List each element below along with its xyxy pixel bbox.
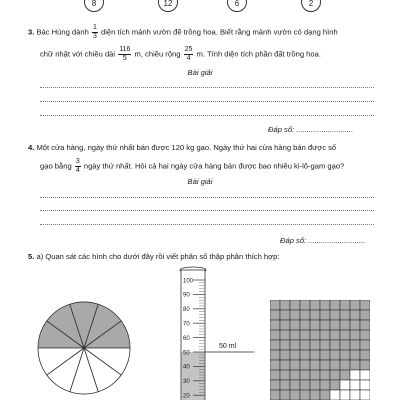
grid-cell: [270, 360, 280, 370]
grid-cell: [350, 300, 360, 310]
q4-bai-giai: Bài giải: [187, 177, 213, 186]
q3-bai-giai: Bài giải: [187, 68, 213, 77]
grid-cell: [320, 310, 330, 320]
grid-cell: [280, 350, 290, 360]
grid-cell: [310, 330, 320, 340]
grid-cell: [300, 310, 310, 320]
grid-cell: [300, 340, 310, 350]
grid-cell: [290, 390, 300, 400]
grid-cell: [330, 350, 340, 360]
grid-cell: [340, 310, 350, 320]
grid-cell: [330, 380, 340, 390]
grid-cell: [320, 360, 330, 370]
grid-cell: [300, 320, 310, 330]
grid-cell: [310, 300, 320, 310]
grid-cell: [330, 390, 340, 400]
q4-line2: gạo bằng $\frac{3}{4}$ ngày thứ nhất. Hỏi cả hai ngày cửa hàng bán được bao nhiêu ki-lô-gam gạo?: [40, 158, 345, 174]
grid-cell: [300, 360, 310, 370]
grid-cell: [290, 350, 300, 360]
grid-cell: [300, 300, 310, 310]
grid-cell: [290, 380, 300, 390]
grid-cell: [360, 350, 370, 360]
q5-text: 5. a) Quan sát các hình cho dưới đây rồi viết phân số thập phân thích hợp:: [28, 252, 280, 261]
grid-cell: [280, 310, 290, 320]
cylinder-tick-label: 90: [183, 292, 190, 299]
grid-cell: [330, 310, 340, 320]
grid-cell: [340, 320, 350, 330]
grid-cell: [340, 300, 350, 310]
grid-cell: [340, 380, 350, 390]
cylinder-tick-label: 30: [183, 379, 190, 386]
grid-cell: [290, 300, 300, 310]
fraction: $\frac{116}{5}$: [119, 46, 131, 62]
grid-cell: [270, 380, 280, 390]
grid-cell: [330, 300, 340, 310]
grid-cell: [350, 310, 360, 320]
grid-cell: [320, 300, 330, 310]
grid-cell: [310, 390, 320, 400]
grid-cell: [290, 370, 300, 380]
answer-line[interactable]: [40, 197, 374, 198]
grid-cell: [360, 330, 370, 340]
cylinder-tick-label: 60: [183, 335, 190, 342]
grid-cell: [340, 330, 350, 340]
grid-cell: [280, 320, 290, 330]
grid-cell: [360, 340, 370, 350]
grid-cell: [340, 340, 350, 350]
answer-line[interactable]: [40, 101, 374, 102]
grid-cell: [360, 300, 370, 310]
grid-cell: [320, 340, 330, 350]
fraction-oval: 12: [158, 0, 178, 12]
grid-cell: [330, 320, 340, 330]
grid-cell: [290, 340, 300, 350]
grid-cell: [290, 330, 300, 340]
q3-dap-so[interactable]: Đáp số: ...........................: [268, 125, 354, 134]
grid-cell: [280, 380, 290, 390]
grid-cell: [360, 380, 370, 390]
grid-cell: [270, 350, 280, 360]
answer-line[interactable]: [40, 115, 374, 116]
grid-cell: [350, 380, 360, 390]
grid-cell: [320, 380, 330, 390]
grid-cell: [270, 390, 280, 400]
cylinder-tick-label: 50: [183, 350, 190, 357]
grid-cell: [310, 370, 320, 380]
grid-cell: [280, 330, 290, 340]
pie-slices: [38, 302, 130, 394]
grid-cell: [290, 320, 300, 330]
fraction-oval: 8: [84, 0, 104, 12]
grid-cell: [340, 360, 350, 370]
grid-cell: [350, 350, 360, 360]
grid-cell: [360, 310, 370, 320]
grid-cell: [360, 320, 370, 330]
grid-cell: [320, 320, 330, 330]
grid-cell: [270, 300, 280, 310]
answer-line[interactable]: [40, 210, 374, 211]
grid-cell: [280, 390, 290, 400]
pie-figure: [36, 300, 132, 396]
q3-line2: chữ nhật với chiều dài $\frac{116}{5}$ m, chiều rộng $\frac{25}{4}$ m. Tính diện tích phần đất trồng hoa.: [40, 46, 321, 62]
fraction-oval: 6: [227, 0, 247, 12]
grid-cell: [330, 370, 340, 380]
grid-cell: [300, 380, 310, 390]
cylinder-tick-label: 40: [183, 364, 190, 371]
grid-cells: [270, 300, 370, 400]
grid-cell: [320, 350, 330, 360]
cylinder-tick-label: 20: [183, 393, 190, 400]
grid-cell: [320, 390, 330, 400]
fraction: $\frac{3}{4}$: [75, 158, 80, 174]
grid-cell: [300, 390, 310, 400]
callout-label: 50 ml: [219, 343, 237, 350]
grid-cell: [350, 320, 360, 330]
grid-cell: [330, 340, 340, 350]
answer-line[interactable]: [40, 224, 374, 225]
grid-cell: [300, 370, 310, 380]
grid-cell: [270, 340, 280, 350]
grid-cell: [280, 300, 290, 310]
grid-figure: [270, 300, 370, 400]
grid-cell: [350, 390, 360, 400]
grid-cell: [330, 360, 340, 370]
q4-line1: 4. Một cửa hàng, ngày thứ nhất bán được 120 kg gạo. Ngày thứ hai cửa hàng bán được số: [28, 143, 337, 152]
grid-cell: [280, 370, 290, 380]
grid-cell: [360, 390, 370, 400]
q4-dap-so[interactable]: Đáp số: ...........................: [280, 236, 366, 245]
grid-cell: [310, 310, 320, 320]
cylinder-tick-label: 70: [183, 321, 190, 328]
fraction-oval: 2: [301, 0, 321, 12]
grid-cell: [350, 360, 360, 370]
grid-cell: [270, 370, 280, 380]
grid-cell: [310, 380, 320, 390]
grid-cell: [340, 370, 350, 380]
grid-cell: [330, 330, 340, 340]
grid-cell: [350, 370, 360, 380]
grid-cell: [310, 340, 320, 350]
grid-cell: [320, 370, 330, 380]
grid-cell: [350, 340, 360, 350]
grid-cell: [310, 320, 320, 330]
grid-cell: [310, 350, 320, 360]
grid-cell: [280, 360, 290, 370]
grid-cell: [360, 370, 370, 380]
grid-cell: [280, 340, 290, 350]
fraction: $\frac{25}{4}$: [184, 46, 193, 62]
cylinder-figure: [176, 266, 266, 400]
grid-cell: [270, 310, 280, 320]
grid-cell: [300, 330, 310, 340]
answer-line[interactable]: [40, 87, 374, 88]
grid-cell: [320, 330, 330, 340]
grid-cell: [290, 310, 300, 320]
grid-cell: [360, 360, 370, 370]
grid-cell: [290, 360, 300, 370]
grid-cell: [350, 330, 360, 340]
grid-cell: [300, 350, 310, 360]
cylinder-tick-label: 100: [183, 278, 194, 285]
cylinder-tick-label: 80: [183, 307, 190, 314]
q3-line1: 3. Bác Hùng dành $\frac{1}{3}$ diện tích mảnh vườn để trồng hoa. Biết rằng mảnh vườn có dạng hình: [28, 24, 338, 40]
grid-cell: [310, 360, 320, 370]
fraction: $\frac{1}{3}$: [92, 24, 97, 40]
grid-cell: [340, 390, 350, 400]
grid-cell: [270, 330, 280, 340]
grid-cell: [340, 350, 350, 360]
grid-cell: [270, 320, 280, 330]
